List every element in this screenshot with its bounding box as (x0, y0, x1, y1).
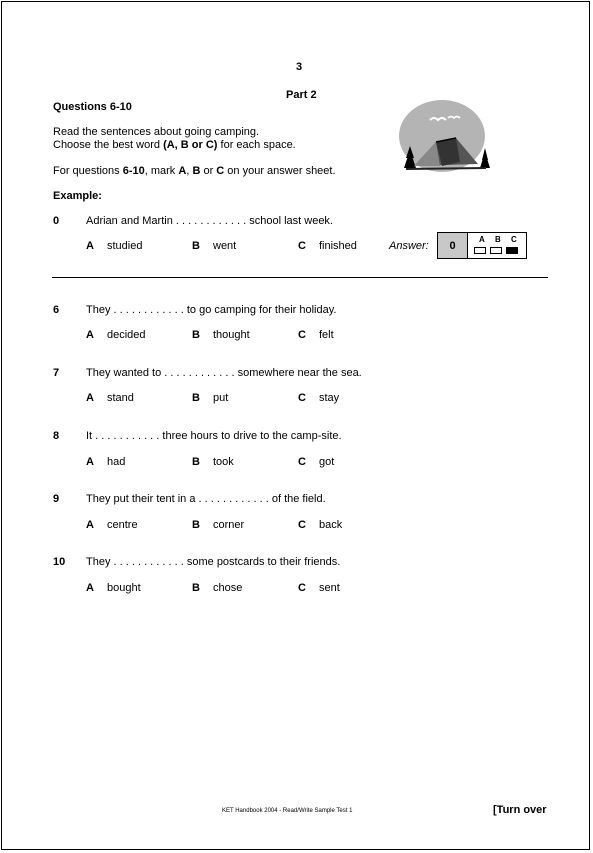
instruction-text: Choose the best word (53, 139, 164, 151)
option-text: went (213, 240, 237, 252)
option-letter: A (86, 519, 94, 531)
option-letter: C (298, 582, 306, 594)
option-letter: A (86, 582, 94, 594)
instruction-text: on your answer sheet. (224, 165, 336, 177)
instruction-range: 6-10 (122, 165, 145, 177)
option-letter: A (86, 240, 94, 252)
example-divider (52, 277, 548, 278)
example-number: 0 (53, 215, 60, 227)
option-letter: C (298, 519, 306, 531)
turn-over: [Turn over (493, 804, 547, 816)
example-sentence: Adrian and Martin . . . . . . . . . . . . school last week. (86, 215, 333, 227)
question-sentence: They wanted to . . . . . . . . . . . . somewhere near the sea. (86, 367, 362, 379)
instruction-line-3 (53, 165, 336, 177)
instruction-letter-c: C (216, 165, 225, 177)
footer-note: KET Handbook 2004 - Read/Write Sample Test 1 (222, 808, 353, 814)
question-number: 10 (53, 556, 66, 568)
instruction-line-2 (53, 139, 296, 151)
questions-heading: Questions 6-10 (53, 101, 132, 113)
option-letter: B (192, 240, 200, 252)
instruction-options: (A, B or C) (163, 139, 218, 151)
option-text: back (319, 519, 343, 531)
answer-grid (468, 233, 526, 258)
option-text: studied (107, 240, 143, 252)
instruction-text: or (200, 165, 217, 177)
option-text: sent (319, 582, 340, 594)
option-letter: A (86, 456, 94, 468)
option-text: corner (213, 519, 245, 531)
option-text: got (319, 456, 335, 468)
option-letter: B (192, 392, 200, 404)
instruction-text: , (186, 165, 193, 177)
question-number: 9 (53, 493, 60, 505)
answer-letter-a: A (479, 235, 485, 244)
option-text: stay (319, 392, 340, 404)
option-text: centre (107, 519, 138, 531)
answer-box-c-selected (506, 247, 518, 254)
instruction-line-1: Read the sentences about going camping. (53, 126, 260, 138)
option-letter: C (298, 329, 306, 341)
option-letter: B (192, 329, 200, 341)
question-sentence: They put their tent in a . . . . . . . . . . . . of the field. (86, 493, 326, 505)
page-number: 3 (296, 61, 303, 73)
instruction-text: , mark (144, 165, 179, 177)
part-title: Part 2 (286, 89, 317, 101)
option-text: thought (213, 329, 250, 341)
question-sentence: It . . . . . . . . . . . three hours to drive to the camp-site. (86, 430, 342, 442)
option-letter: C (298, 392, 306, 404)
question-number: 6 (53, 304, 60, 316)
option-text: felt (319, 329, 334, 341)
question-number: 7 (53, 367, 60, 379)
example-heading: Example: (53, 190, 102, 202)
option-letter: C (298, 456, 306, 468)
instruction-text: For questions (53, 165, 123, 177)
option-text: chose (213, 582, 243, 594)
option-letter: A (86, 329, 94, 341)
answer-label: Answer: (389, 240, 429, 252)
question-sentence: They . . . . . . . . . . . . to go camping for their holiday. (86, 304, 337, 316)
instruction-text: for each space. (217, 139, 296, 151)
option-letter: B (192, 582, 200, 594)
question-sentence: They . . . . . . . . . . . . some postcards to their friends. (86, 556, 341, 568)
option-text: took (213, 456, 234, 468)
option-text: decided (107, 329, 146, 341)
option-letter: B (192, 456, 200, 468)
option-letter: C (298, 240, 306, 252)
option-text: had (107, 456, 126, 468)
answer-box (437, 232, 527, 259)
option-letter: B (192, 519, 200, 531)
option-text: put (213, 392, 229, 404)
option-text: finished (319, 240, 357, 252)
answer-box-b (490, 247, 502, 254)
option-letter: A (86, 392, 94, 404)
answer-box-a (474, 247, 486, 254)
instruction-letter-b: B (192, 165, 201, 177)
answer-number: 0 (438, 233, 468, 258)
answer-letter-b: B (495, 235, 501, 244)
option-text: bought (107, 582, 141, 594)
option-text: stand (107, 392, 134, 404)
answer-letter-c: C (511, 235, 517, 244)
question-number: 8 (53, 430, 60, 442)
camping-tent-illustration (396, 98, 494, 176)
instruction-letter-a: A (178, 165, 187, 177)
